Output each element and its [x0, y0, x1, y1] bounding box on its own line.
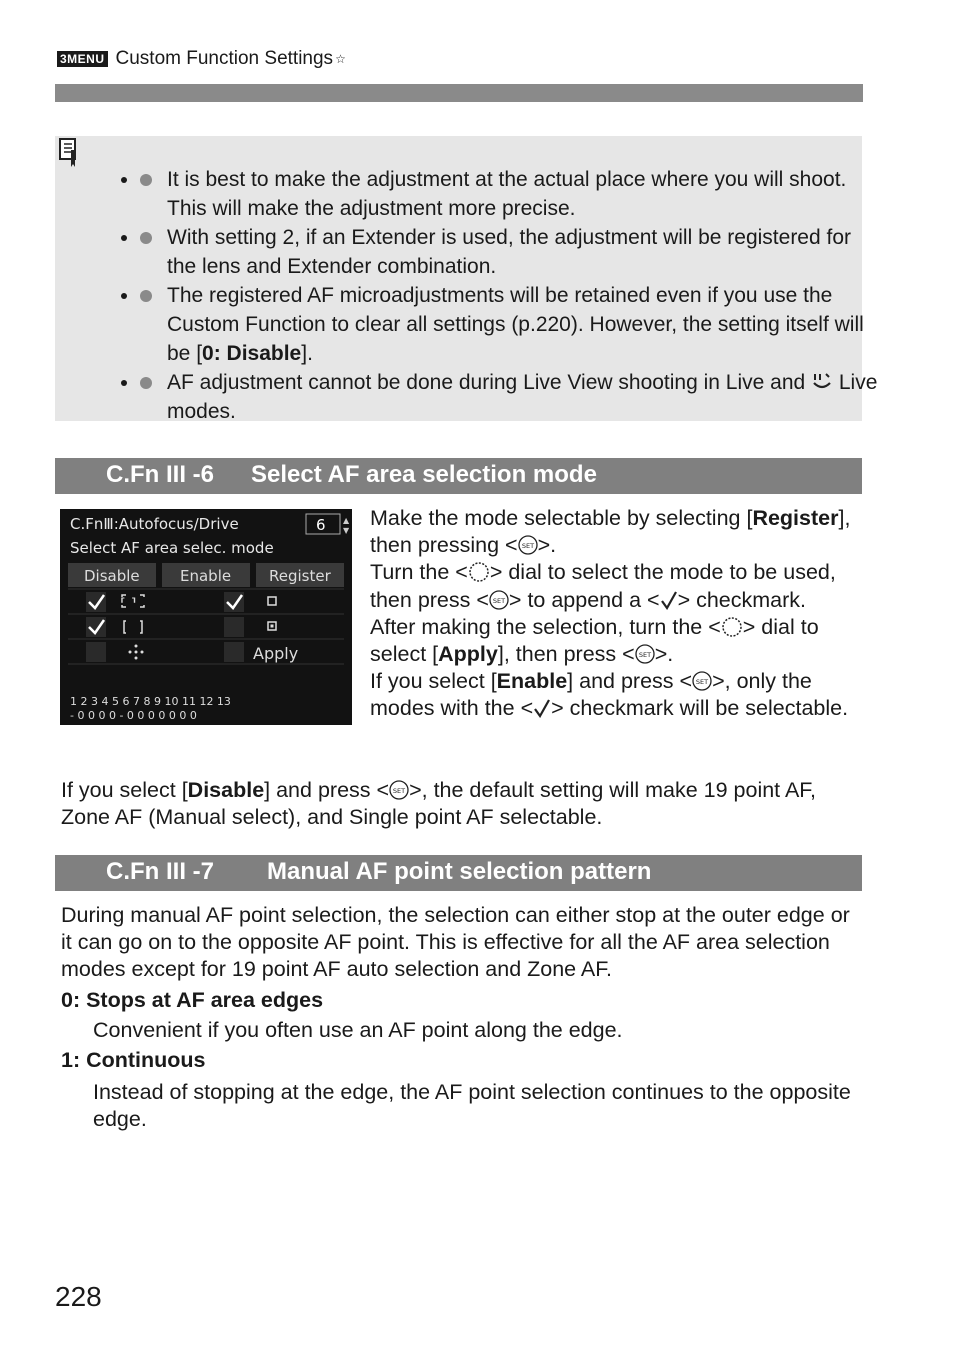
- camera-lcd-screen: [60, 509, 352, 725]
- para-disable: If you select [Disable] and press < SET >, the default setting will make 19 point AF, Zone AF (Manual select), and Single point AF selectable.: [61, 778, 817, 830]
- lcd-title-line2: Select AF area selec. mode: [70, 539, 274, 557]
- lcd-apply: Apply: [253, 644, 299, 663]
- lcd-col-register: Register: [269, 567, 331, 585]
- svg-text:SET: SET: [521, 542, 534, 551]
- lcd-digits: 1 2 3 4 5 6 7 8 9 10 11 12 13: [70, 695, 231, 708]
- section-bar-cfn-iii-6: [55, 458, 862, 494]
- note-list: [100, 165, 885, 426]
- para-turn-dial: Turn the < > dial to select the mode to be used, then press < SET > to append a < > checkmark.: [370, 560, 836, 612]
- svg-text:SET: SET: [695, 678, 709, 687]
- section7-options: [61, 987, 861, 1133]
- svg-text:SET: SET: [392, 787, 406, 795]
- section-title: Manual AF point selection pattern: [267, 858, 652, 885]
- svg-text:SET: SET: [638, 651, 651, 660]
- page-number: 228: [55, 1281, 102, 1312]
- note-item: • With setting 2, if an Extender is used, the adjustment will be registered for the lens and Extender combination.: [140, 223, 885, 281]
- header-title: Custom Function Settings: [115, 48, 334, 69]
- bullet-icon: [140, 290, 152, 302]
- bullet-icon: [140, 174, 152, 186]
- section-code: C.Fn III -7: [106, 858, 214, 885]
- header-rule: [55, 84, 863, 102]
- svg-text:⸢ ⸣: ⸢ ⸣: [120, 595, 137, 613]
- bullet-icon: [140, 377, 152, 389]
- section-code: C.Fn III -6: [106, 461, 214, 488]
- option-0-label: 0: Stops at AF area edges: [61, 988, 324, 1012]
- section-title: Select AF area selection mode: [251, 461, 597, 488]
- star-icon: ☆: [335, 52, 346, 66]
- menu-badge: 3MENU: [57, 51, 108, 67]
- note-icon: [59, 138, 79, 168]
- set-button-icon: [518, 535, 538, 555]
- note-item: • It is best to make the adjustment at the actual place where you will shoot. This will make the adjustment more precise.: [140, 165, 885, 223]
- option-1-desc: Instead of stopping at the edge, the AF point selection continues to the opposite edge.: [93, 1079, 851, 1131]
- lcd-values: - 0 0 0 0 - 0 0 0 0 0 0 0: [70, 709, 197, 722]
- section7-intro: During manual AF point selection, the selection can either stop at the outer edge or it can go on to the opposite AF point. This is effective for all the AF area selection modes except for 19 point AF auto selection and Zone AF.: [61, 903, 850, 982]
- option-1-label: 1: Continuous: [61, 1048, 206, 1073]
- checkmark-icon: [660, 590, 678, 610]
- checkmark-icon: [533, 698, 551, 718]
- quick-control-dial-icon: [721, 616, 743, 638]
- quick-control-dial-icon: [468, 561, 490, 583]
- svg-text:▲: ▲: [343, 516, 350, 525]
- note-item: • The registered AF microadjustments will be retained even if you use the Custom Function to clear all settings (p.220). However, the setting itself will be [0: Disable].: [140, 281, 885, 368]
- bullet-icon: [140, 232, 152, 244]
- kids-smile-icon: [811, 371, 833, 391]
- svg-text:▼: ▼: [343, 526, 350, 535]
- para-register: Make the mode selectable by selecting [Register], then pressing < SET >.: [370, 506, 851, 558]
- lcd-number: 6: [316, 516, 326, 534]
- running-header: [57, 48, 346, 70]
- para-enable: If you select [Enable] and press < SET >, only the modes with the < > checkmark will be selectable.: [370, 669, 849, 721]
- lcd-col-enable: Enable: [180, 567, 232, 585]
- para-apply: After making the selection, turn the < > dial to select [Apply], then press < SET >.: [370, 614, 819, 667]
- lcd-col-disable: Disable: [84, 567, 140, 585]
- set-button-icon: [692, 671, 712, 691]
- set-button-icon: [635, 644, 655, 664]
- svg-text:SET: SET: [492, 596, 506, 605]
- note-item: • AF adjustment cannot be done during Live View shooting in Live and Live modes.: [140, 368, 885, 426]
- set-button-icon: [389, 780, 409, 800]
- option-0-desc: Convenient if you often use an AF point along the edge.: [93, 1018, 623, 1043]
- lcd-title-line1: C.FnⅢ:Autofocus/Drive: [70, 515, 239, 533]
- section-bar-cfn-iii-7: [55, 855, 862, 891]
- set-button-icon: [489, 590, 509, 610]
- section6-instructions: [370, 505, 860, 723]
